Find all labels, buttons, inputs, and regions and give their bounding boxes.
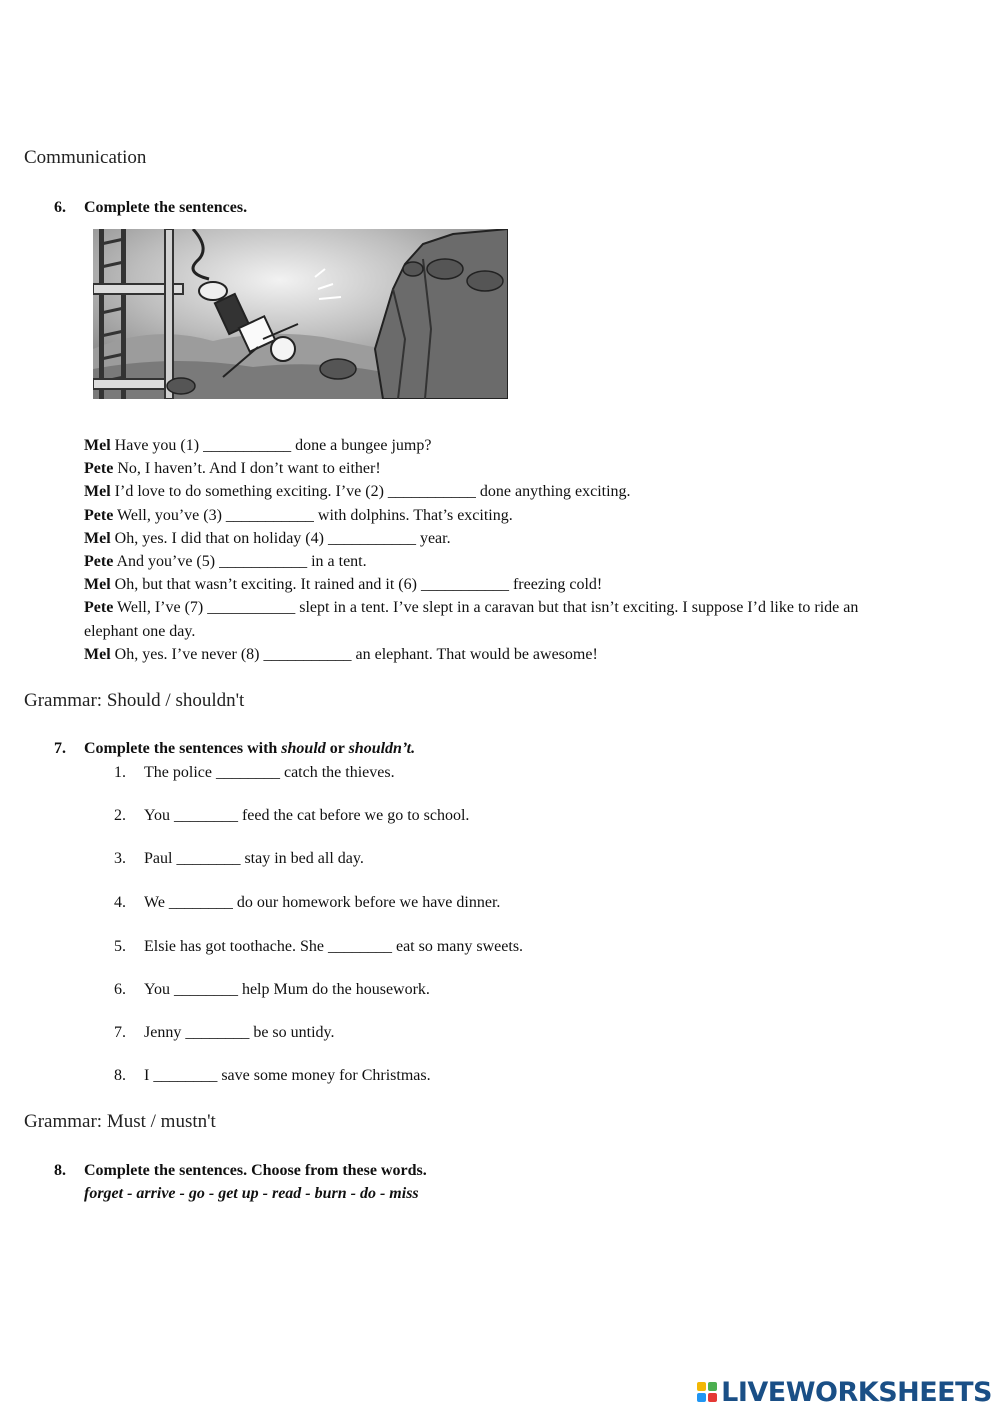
dialogue-line xyxy=(84,643,858,666)
task-instruction: Complete the sentences. Choose from these words. xyxy=(84,1162,427,1179)
list-item xyxy=(114,1067,431,1085)
dialogue-text: No, I haven’t. And I don’t want to either! xyxy=(117,460,381,478)
word-bank: forget - arrive - go - get up - read - burn - do - miss xyxy=(84,1185,419,1202)
item-number: 6. xyxy=(114,981,126,998)
item-number: 7. xyxy=(114,1024,126,1041)
task-instruction: Complete the sentences with xyxy=(84,740,282,757)
dialogue-text: And you’ve (5) ___________ in a tent. xyxy=(116,553,367,571)
dialogue-line xyxy=(84,434,858,457)
task-instruction-connector: or xyxy=(325,740,349,757)
task-instruction: Complete the sentences. xyxy=(84,199,248,216)
item-text: Jenny ________ be so untidy. xyxy=(144,1024,335,1041)
item-text: Elsie has got toothache. She ________ eat so many sweets. xyxy=(144,938,524,955)
dialogue-text: Well, I’ve (7) ___________ slept in a tent. I’ve slept in a caravan but that isn’t exciting. I suppose I’d like to ride an xyxy=(117,599,859,617)
speaker-name: Mel xyxy=(84,645,111,663)
liveworksheets-logo[interactable] xyxy=(697,1377,992,1407)
item-number: 2. xyxy=(114,807,126,824)
speaker-name: Pete xyxy=(84,506,114,524)
speaker-name: Mel xyxy=(84,576,111,594)
speaker-name: Mel xyxy=(84,529,111,547)
dialogue-text: Oh, yes. I’ve never (8) ___________ an elephant. That would be awesome! xyxy=(114,645,598,663)
item-text: We ________ do our homework before we have dinner. xyxy=(144,894,501,911)
speaker-name: Pete xyxy=(84,599,114,617)
speaker-name: Mel xyxy=(84,437,111,454)
dialogue-text: I’d love to do something exciting. I’ve (2) ___________ done anything exciting. xyxy=(114,483,631,501)
dialogue-line xyxy=(84,527,858,550)
list-item xyxy=(114,981,430,999)
dialogue-line xyxy=(84,457,858,480)
list-item xyxy=(114,938,523,956)
item-number: 5. xyxy=(114,938,126,955)
task-8-instruction xyxy=(54,1162,427,1180)
item-text: You ________ help Mum do the housework. xyxy=(144,981,430,998)
dialogue-text: Oh, but that wasn’t exciting. It rained and it (6) ___________ freezing cold! xyxy=(114,576,603,594)
task-number: 7. xyxy=(54,740,66,757)
task-6-instruction xyxy=(54,199,247,217)
logo-text: LIVEWORKSHEETS xyxy=(721,1376,992,1408)
speaker-name: Pete xyxy=(84,460,114,478)
task-number: 8. xyxy=(54,1162,66,1179)
list-item xyxy=(114,764,395,782)
keyword-should: should xyxy=(281,740,326,757)
dialogue-line xyxy=(84,573,858,596)
task-number: 6. xyxy=(54,199,66,216)
dialogue-text: Oh, yes. I did that on holiday (4) ___________ year. xyxy=(114,529,451,547)
item-text: The police ________ catch the thieves. xyxy=(144,764,395,781)
dialogue-line xyxy=(84,620,858,643)
list-item xyxy=(114,807,469,825)
list-item xyxy=(114,1024,335,1042)
list-item xyxy=(114,850,364,868)
speaker-name: Pete xyxy=(84,553,114,571)
dialogue xyxy=(84,434,858,666)
keyword-shouldnt: shouldn’t xyxy=(348,740,412,757)
dialogue-line xyxy=(84,596,858,619)
item-number: 8. xyxy=(114,1067,126,1084)
speaker-name: Mel xyxy=(84,483,111,501)
section-title-must: Grammar: Must / mustn't xyxy=(24,1111,216,1132)
item-text: I ________ save some money for Christmas. xyxy=(144,1067,431,1084)
task-7-instruction xyxy=(54,740,415,758)
item-number: 1. xyxy=(114,764,126,781)
dialogue-text: elephant one day. xyxy=(84,622,196,640)
bungee-jump-illustration xyxy=(93,229,508,399)
dialogue-line xyxy=(84,480,858,503)
dialogue-text: Have you (1) ___________ done a bungee jump? xyxy=(114,437,432,454)
item-text: Paul ________ stay in bed all day. xyxy=(144,850,364,867)
task-instruction-end: . xyxy=(411,740,416,757)
section-title-communication: Communication xyxy=(24,147,147,168)
dialogue-line xyxy=(84,550,858,573)
dialogue-text: Well, you’ve (3) ___________ with dolphins. That’s exciting. xyxy=(117,506,513,524)
section-title-should: Grammar: Should / shouldn't xyxy=(24,690,245,711)
item-text: You ________ feed the cat before we go to school. xyxy=(144,807,470,824)
list-item xyxy=(114,894,500,912)
liveworksheets-logo-icon xyxy=(697,1382,717,1402)
item-number: 3. xyxy=(114,850,126,867)
item-number: 4. xyxy=(114,894,126,911)
dialogue-line xyxy=(84,504,858,527)
